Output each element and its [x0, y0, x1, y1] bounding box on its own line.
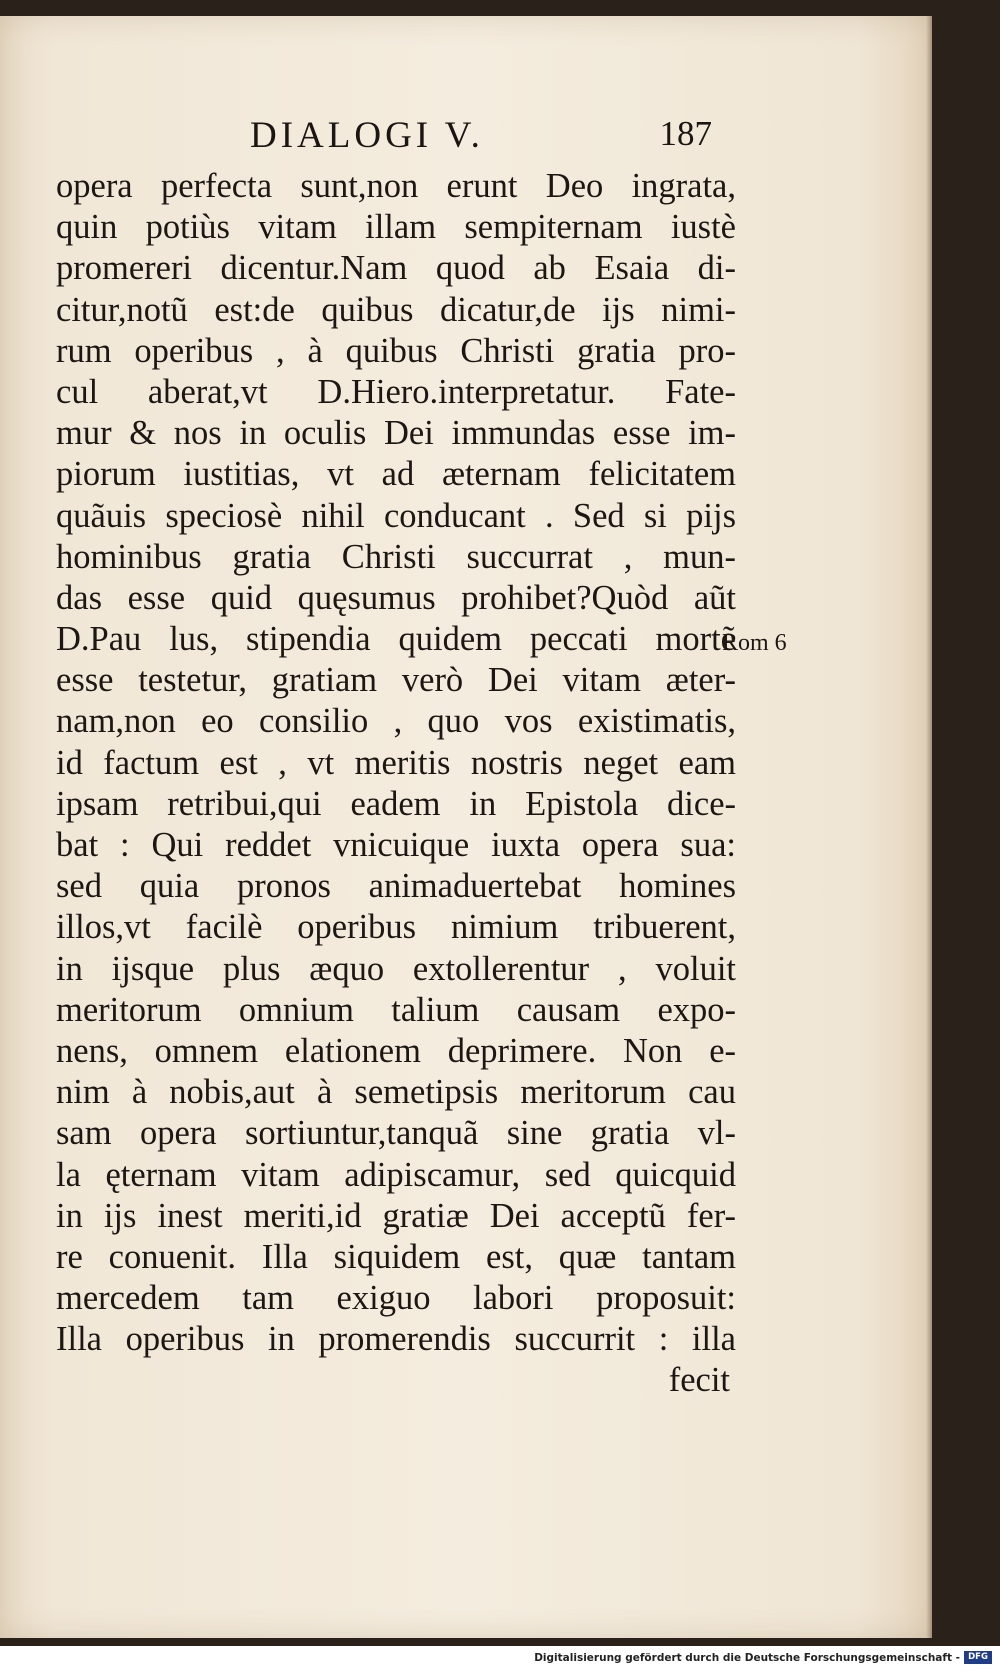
text-line: illos,vt facilè operibus nimium tribuerent, — [56, 908, 736, 947]
text-line: quin potiùs vitam illam sempiternam iustè — [56, 208, 736, 247]
page-header — [250, 108, 720, 168]
text-line: piorum iustitias, vt ad æternam felicitatem — [56, 455, 736, 494]
text-line: nens, omnem elationem deprimere. Non e- — [56, 1031, 736, 1070]
digitization-footer — [0, 1646, 1000, 1671]
text-line: promereri dicentur.Nam quod ab Esaia di- — [56, 249, 736, 288]
body-text — [56, 166, 736, 1402]
text-line: rum operibus , à quibus Christi gratia pro- — [56, 331, 736, 370]
book-page — [0, 16, 932, 1638]
text-line: in ijs inest meriti,id gratiæ Dei acceptũ fer- — [56, 1196, 736, 1235]
text-line: sam opera sortiuntur,tanquã sine gratia vl- — [56, 1114, 736, 1153]
marginal-note: Rom 6 — [722, 630, 787, 656]
text-line: das esse quid quęsumus prohibet?Quòd aũt — [56, 578, 736, 617]
text-line: bat : Qui reddet vnicuique iuxta opera sua: — [56, 826, 736, 864]
text-line: cul aberat,vt D.Hiero.interpretatur. Fate- — [56, 372, 736, 411]
text-line: la ęternam vitam adipiscamur, sed quicquid — [56, 1155, 736, 1194]
footer-credit: Digitalisierung gefördert durch die Deutsche Forschungsgemeinschaft - — [534, 1652, 960, 1664]
text-line: meritorum omnium talium causam expo- — [56, 990, 736, 1029]
text-line: ipsam retribui,qui eadem in Epistola dice- — [56, 784, 736, 823]
text-line: nam,non eo consilio , quo vos existimatis, — [56, 702, 736, 741]
text-line: D.Pau lus, stipendia quidem peccati mortẽ — [56, 620, 736, 659]
text-line: esse testetur, gratiam verò Dei vitam æter- — [56, 661, 736, 700]
text-line: mur & nos in oculis Dei immundas esse im- — [56, 414, 736, 453]
dfg-logo-icon: DFG — [964, 1651, 992, 1664]
page-number: 187 — [659, 114, 712, 153]
page-edge-shadow — [926, 16, 932, 1638]
text-line: Illa operibus in promerendis succurrit : illa — [56, 1320, 736, 1359]
text-line: id factum est , vt meritis nostris neget eam — [56, 743, 736, 782]
running-title: DIALOGI V. — [250, 115, 484, 156]
text-line: in ijsque plus æquo extollerentur , voluit — [56, 949, 736, 988]
text-line: opera perfecta sunt,non erunt Deo ingrata, — [56, 167, 736, 205]
text-line: nim à nobis,aut à semetipsis meritorum cau — [56, 1073, 736, 1112]
text-line: quãuis speciosè nihil conducant . Sed si pijs — [56, 496, 736, 535]
catchword: fecit — [668, 1361, 730, 1400]
text-line: sed quia pronos animaduertebat homines — [56, 867, 736, 906]
text-line: re conuenit. Illa siquidem est, quæ tantam — [56, 1237, 736, 1276]
text-line: hominibus gratia Christi succurrat , mun- — [56, 537, 736, 576]
text-line: citur,notũ est:de quibus dicatur,de ijs nimi- — [56, 290, 736, 329]
text-line: mercedem tam exiguo labori proposuit: — [56, 1279, 736, 1318]
